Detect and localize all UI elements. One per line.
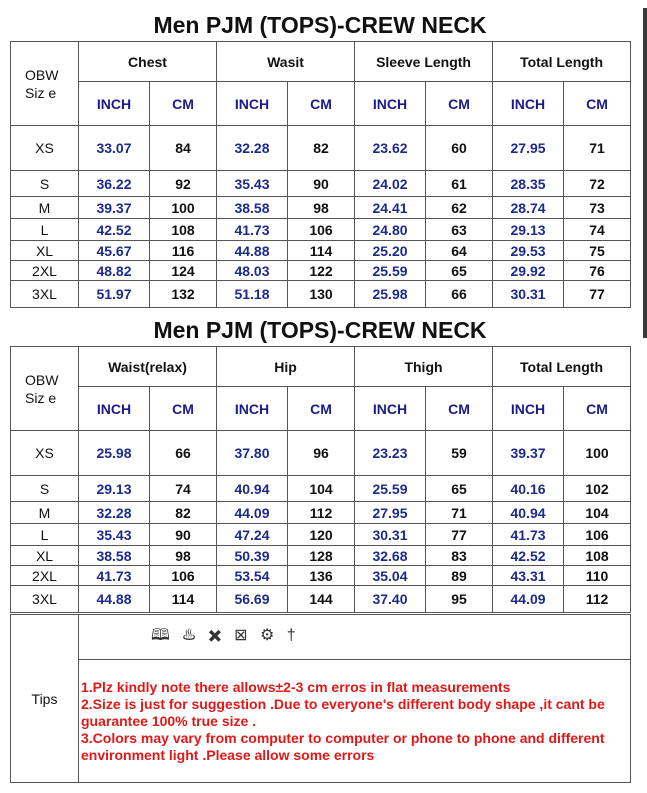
cm-value: 83 xyxy=(426,546,493,566)
inch-value: 45.67 xyxy=(79,241,150,261)
inch-value: 29.13 xyxy=(79,476,150,502)
cm-value: 110 xyxy=(564,566,631,586)
inch-value: 28.35 xyxy=(493,171,564,197)
inch-value: 42.52 xyxy=(493,546,564,566)
unit-header: CM xyxy=(288,387,355,431)
cm-value: 114 xyxy=(150,586,217,613)
size-cell: M xyxy=(11,197,79,219)
size-cell: XL xyxy=(11,241,79,261)
cm-value: 73 xyxy=(564,197,631,219)
cm-value: 106 xyxy=(288,219,355,241)
inch-value: 48.82 xyxy=(79,261,150,281)
size-cell: S xyxy=(11,171,79,197)
cm-value: 98 xyxy=(288,197,355,219)
cm-value: 63 xyxy=(426,219,493,241)
unit-header: CM xyxy=(426,387,493,431)
group-header: Total Length xyxy=(493,347,631,387)
inch-value: 28.74 xyxy=(493,197,564,219)
inch-value: 38.58 xyxy=(79,546,150,566)
cm-value: 65 xyxy=(426,476,493,502)
cm-value: 90 xyxy=(288,171,355,197)
cm-value: 98 xyxy=(150,546,217,566)
cm-value: 106 xyxy=(564,524,631,546)
inch-value: 37.80 xyxy=(217,431,288,476)
cm-value: 136 xyxy=(288,566,355,586)
cm-value: 112 xyxy=(564,586,631,613)
unit-header: INCH xyxy=(493,387,564,431)
cm-value: 89 xyxy=(426,566,493,586)
size-cell: L xyxy=(11,219,79,241)
table-row xyxy=(11,566,631,586)
group-header: Chest xyxy=(79,42,217,82)
size-cell: XL xyxy=(11,546,79,566)
cm-value: 102 xyxy=(564,476,631,502)
inch-value: 38.58 xyxy=(217,197,288,219)
table-row xyxy=(11,281,631,308)
inch-value: 32.68 xyxy=(355,546,426,566)
inch-value: 29.53 xyxy=(493,241,564,261)
shirt-icon: † xyxy=(286,626,300,644)
inch-value: 35.04 xyxy=(355,566,426,586)
cm-value: 74 xyxy=(150,476,217,502)
cm-value: 62 xyxy=(426,197,493,219)
care-icons xyxy=(79,615,631,660)
size-cell: L xyxy=(11,524,79,546)
inch-value: 53.54 xyxy=(217,566,288,586)
cm-value: 95 xyxy=(426,586,493,613)
cm-value: 66 xyxy=(426,281,493,308)
cm-value: 100 xyxy=(564,431,631,476)
table-row xyxy=(11,524,631,546)
inch-value: 23.23 xyxy=(355,431,426,476)
inch-value: 44.09 xyxy=(217,502,288,524)
cm-value: 77 xyxy=(564,281,631,308)
inch-value: 25.98 xyxy=(355,281,426,308)
inch-value: 56.69 xyxy=(217,586,288,613)
cm-value: 114 xyxy=(288,241,355,261)
cm-value: 92 xyxy=(150,171,217,197)
inch-value: 44.09 xyxy=(493,586,564,613)
inch-value: 25.59 xyxy=(355,476,426,502)
size-cell: M xyxy=(11,502,79,524)
unit-header: INCH xyxy=(79,82,150,126)
inch-value: 29.92 xyxy=(493,261,564,281)
table-row xyxy=(11,197,631,219)
cm-value: 90 xyxy=(150,524,217,546)
unit-header: CM xyxy=(288,82,355,126)
unit-header: CM xyxy=(150,387,217,431)
group-header: Thigh xyxy=(355,347,493,387)
cm-value: 82 xyxy=(150,502,217,524)
inch-value: 25.20 xyxy=(355,241,426,261)
cm-value: 116 xyxy=(150,241,217,261)
inch-value: 30.31 xyxy=(355,524,426,546)
cm-value: 60 xyxy=(426,126,493,171)
group-header: Sleeve Length xyxy=(355,42,493,82)
unit-header: CM xyxy=(564,387,631,431)
inch-value: 33.07 xyxy=(79,126,150,171)
obw-label: OBW xyxy=(25,66,59,83)
cm-value: 76 xyxy=(564,261,631,281)
size-cell: 3XL xyxy=(11,281,79,308)
cm-value: 71 xyxy=(564,126,631,171)
inch-value: 32.28 xyxy=(79,502,150,524)
tips-text xyxy=(79,660,631,783)
cm-value: 104 xyxy=(564,502,631,524)
hand-wash-icon: 🕮 xyxy=(151,626,174,644)
size-cell: 2XL xyxy=(11,261,79,281)
cm-value: 104 xyxy=(288,476,355,502)
inch-value: 41.73 xyxy=(79,566,150,586)
cm-value: 96 xyxy=(288,431,355,476)
obw-size-header xyxy=(11,347,79,431)
cm-value: 100 xyxy=(150,197,217,219)
group-header: Total Length xyxy=(493,42,631,82)
size-label: Siz e xyxy=(25,389,57,406)
unit-header: CM xyxy=(426,82,493,126)
inch-value: 39.37 xyxy=(493,431,564,476)
cm-value: 124 xyxy=(150,261,217,281)
inch-value: 42.52 xyxy=(79,219,150,241)
table-row xyxy=(11,546,631,566)
cm-value: 84 xyxy=(150,126,217,171)
inch-value: 37.40 xyxy=(355,586,426,613)
unit-header: CM xyxy=(150,82,217,126)
cm-value: 122 xyxy=(288,261,355,281)
iron-icon: ⚙ xyxy=(260,626,279,644)
inch-value: 48.03 xyxy=(217,261,288,281)
table-row xyxy=(11,476,631,502)
size-chart-sheet xyxy=(10,8,630,788)
cm-value: 108 xyxy=(150,219,217,241)
size-cell: 3XL xyxy=(11,586,79,613)
cm-value: 66 xyxy=(150,431,217,476)
group-header: Wasit xyxy=(217,42,355,82)
unit-header: INCH xyxy=(355,82,426,126)
inch-value: 27.95 xyxy=(493,126,564,171)
washing-tub-icon: ♨ xyxy=(182,626,200,644)
table-row xyxy=(11,431,631,476)
page-edge xyxy=(643,8,647,338)
group-header: Hip xyxy=(217,347,355,387)
obw-label: OBW xyxy=(25,371,59,388)
table-row xyxy=(11,502,631,524)
unit-header: INCH xyxy=(217,82,288,126)
unit-header: INCH xyxy=(355,387,426,431)
inch-value: 47.24 xyxy=(217,524,288,546)
inch-value: 32.28 xyxy=(217,126,288,171)
table-row xyxy=(11,219,631,241)
inch-value: 40.94 xyxy=(217,476,288,502)
cm-value: 72 xyxy=(564,171,631,197)
inch-value: 30.31 xyxy=(493,281,564,308)
cm-value: 130 xyxy=(288,281,355,308)
cm-value: 77 xyxy=(426,524,493,546)
tip-line-2: 2.Size is just for suggestion .Due to everyone's different body shape ,it cant be guarantee 100% true size . xyxy=(81,695,605,729)
inch-value: 40.16 xyxy=(493,476,564,502)
cm-value: 108 xyxy=(564,546,631,566)
cm-value: 65 xyxy=(426,261,493,281)
no-tumble-dry-icon: ⊠ xyxy=(234,626,252,644)
inch-value: 36.22 xyxy=(79,171,150,197)
cm-value: 61 xyxy=(426,171,493,197)
table-row xyxy=(11,261,631,281)
cm-value: 74 xyxy=(564,219,631,241)
inch-value: 51.18 xyxy=(217,281,288,308)
size-cell: XS xyxy=(11,126,79,171)
bottom-size-table xyxy=(10,346,631,613)
inch-value: 24.41 xyxy=(355,197,426,219)
inch-value: 40.94 xyxy=(493,502,564,524)
inch-value: 23.62 xyxy=(355,126,426,171)
unit-header: CM xyxy=(564,82,631,126)
top-size-table xyxy=(10,41,631,308)
cm-value: 64 xyxy=(426,241,493,261)
inch-value: 44.88 xyxy=(217,241,288,261)
inch-value: 51.97 xyxy=(79,281,150,308)
cm-value: 75 xyxy=(564,241,631,261)
size-cell: S xyxy=(11,476,79,502)
inch-value: 25.59 xyxy=(355,261,426,281)
inch-value: 39.37 xyxy=(79,197,150,219)
inch-value: 50.39 xyxy=(217,546,288,566)
inch-value: 44.88 xyxy=(79,586,150,613)
table-row xyxy=(11,171,631,197)
no-bleach-icon: ✖ xyxy=(208,626,226,644)
inch-value: 35.43 xyxy=(79,524,150,546)
table-row xyxy=(11,241,631,261)
cm-value: 71 xyxy=(426,502,493,524)
cm-value: 112 xyxy=(288,502,355,524)
inch-value: 43.31 xyxy=(493,566,564,586)
cm-value: 59 xyxy=(426,431,493,476)
obw-size-header xyxy=(11,42,79,126)
table-row xyxy=(11,586,631,613)
tips-table xyxy=(10,614,631,783)
size-cell: 2XL xyxy=(11,566,79,586)
top-chart-title: Men PJM (TOPS)-CREW NECK xyxy=(153,12,487,38)
cm-value: 128 xyxy=(288,546,355,566)
cm-value: 106 xyxy=(150,566,217,586)
size-label: Siz e xyxy=(25,84,57,101)
tip-line-1: 1.Plz kindly note there allows±2-3 cm erros in flat measurements xyxy=(81,678,511,695)
tips-label: Tips xyxy=(11,615,79,783)
inch-value: 35.43 xyxy=(217,171,288,197)
cm-value: 132 xyxy=(150,281,217,308)
inch-value: 24.80 xyxy=(355,219,426,241)
size-cell: XS xyxy=(11,431,79,476)
bottom-chart-title: Men PJM (TOPS)-CREW NECK xyxy=(153,317,487,343)
table-row xyxy=(11,126,631,171)
inch-value: 25.98 xyxy=(79,431,150,476)
unit-header: INCH xyxy=(493,82,564,126)
unit-header: INCH xyxy=(217,387,288,431)
inch-value: 41.73 xyxy=(493,524,564,546)
inch-value: 27.95 xyxy=(355,502,426,524)
inch-value: 41.73 xyxy=(217,219,288,241)
cm-value: 82 xyxy=(288,126,355,171)
cm-value: 120 xyxy=(288,524,355,546)
inch-value: 24.02 xyxy=(355,171,426,197)
cm-value: 144 xyxy=(288,586,355,613)
tip-line-3: 3.Colors may vary from computer to computer or phone to phone and different environment light .Please allow some errors xyxy=(81,729,605,763)
group-header: Waist(relax) xyxy=(79,347,217,387)
inch-value: 29.13 xyxy=(493,219,564,241)
unit-header: INCH xyxy=(79,387,150,431)
